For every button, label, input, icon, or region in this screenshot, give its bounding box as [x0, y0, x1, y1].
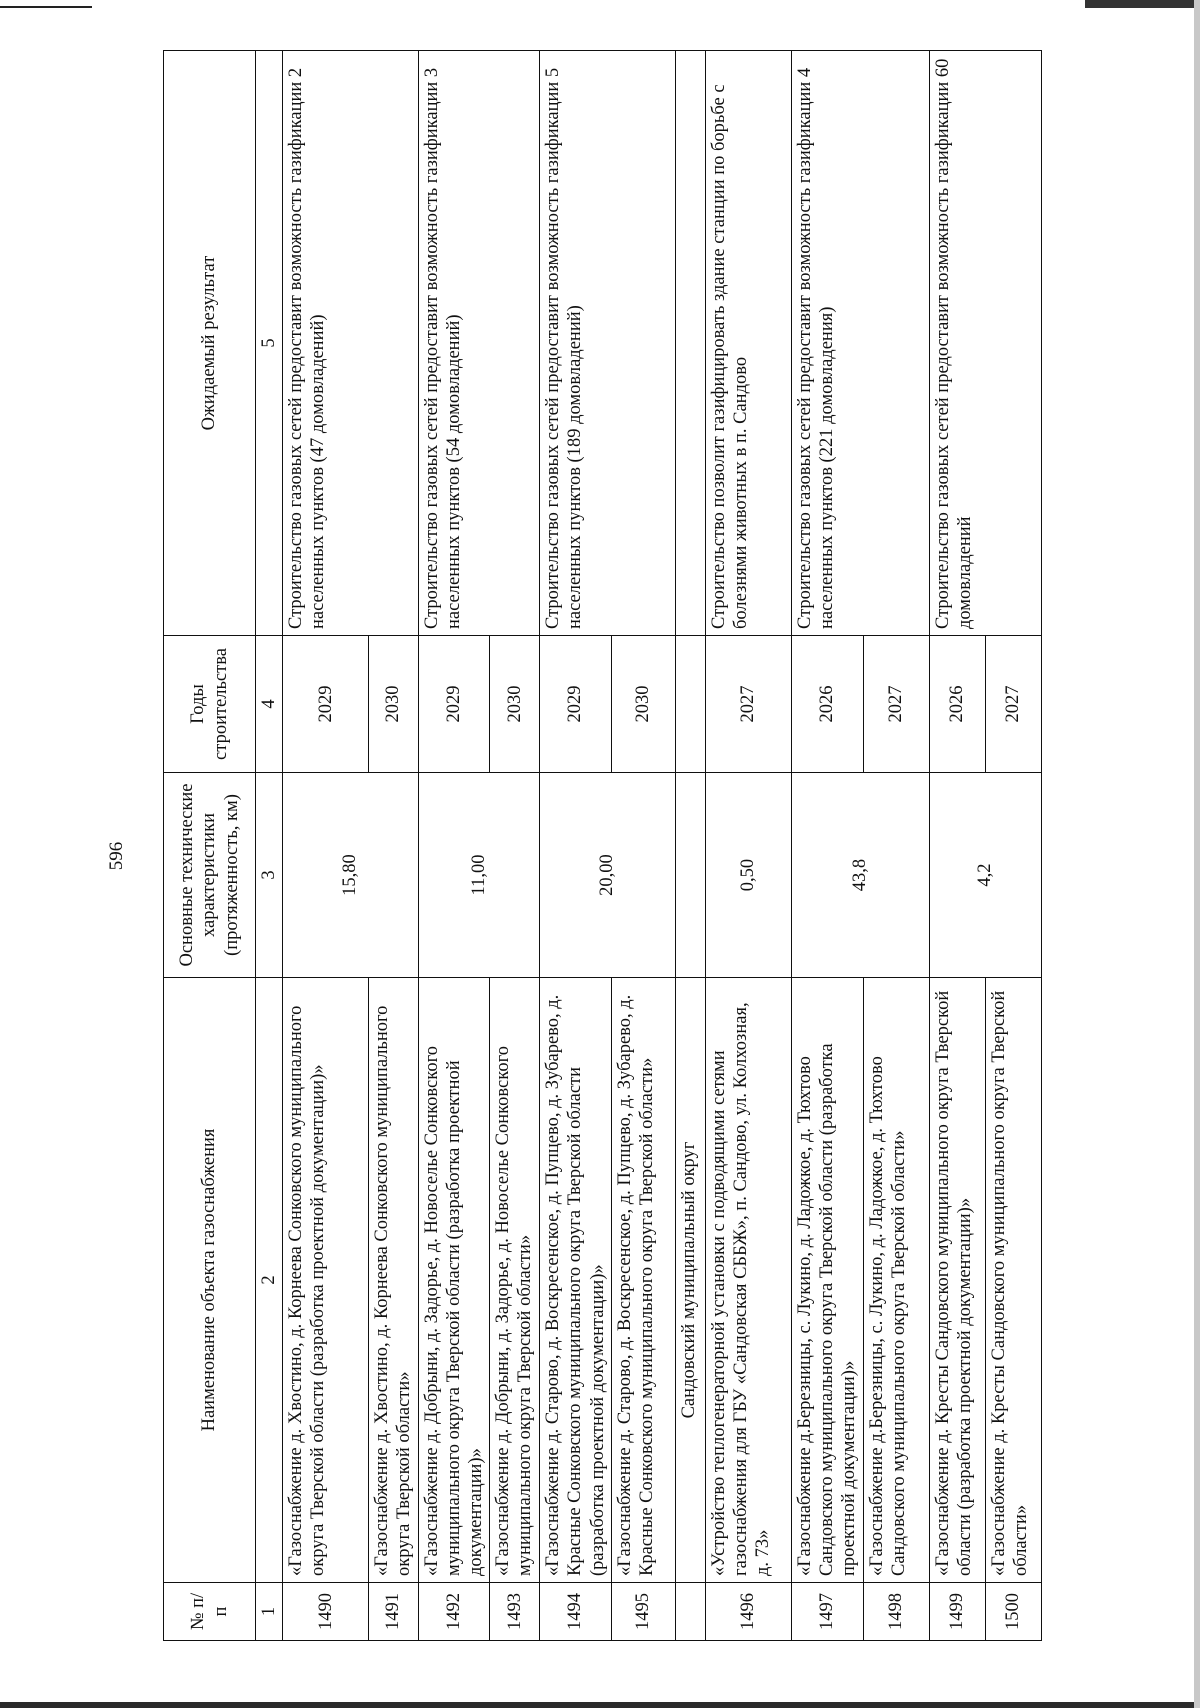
- length-value: 11,00: [418, 773, 540, 978]
- table-row: [283, 51, 369, 1641]
- scan-right-edge: [1194, 0, 1200, 1708]
- section-row: [675, 51, 705, 1641]
- rotated-table-container: [163, 51, 1173, 1641]
- header-number: 3: [256, 773, 283, 978]
- table-row: [540, 51, 612, 1641]
- row-number: 1500: [985, 1583, 1041, 1641]
- construction-year: 2030: [611, 636, 675, 773]
- section-empty-cell: [675, 1583, 705, 1641]
- object-name: «Газоснабжение д.Березницы, с. Лукино, д. Ладожкое, д. Тюхтово Сандовского муниципального округа Тверской области»: [863, 978, 929, 1583]
- section-title: Сандовский муниципальный округ: [675, 978, 705, 1583]
- length-value: 0,50: [705, 773, 791, 978]
- construction-year: 2026: [791, 636, 863, 773]
- expected-result: Строительство газовых сетей предоставит возможность газификации 60 домовладений: [929, 51, 1041, 636]
- table-row: [705, 51, 791, 1641]
- section-empty-cell: [675, 773, 705, 978]
- object-name: «Газоснабжение д. Добрыни, д. Задорье, д. Новоселье Сонковского муниципального округа Тверской области (разработка проектной документации)»: [418, 978, 490, 1583]
- table-row: [418, 51, 490, 1641]
- header-no: № п/п: [164, 1583, 256, 1641]
- construction-year: 2026: [929, 636, 985, 773]
- length-value: 15,80: [283, 773, 418, 978]
- expected-result: Строительство газовых сетей предоставит возможность газификации 5 населенных пунктов (189 домовладений): [540, 51, 676, 636]
- length-value: 20,00: [540, 773, 676, 978]
- construction-year: 2029: [283, 636, 369, 773]
- row-number: 1499: [929, 1583, 985, 1641]
- row-number: 1490: [283, 1583, 369, 1641]
- row-number: 1495: [611, 1583, 675, 1641]
- construction-year: 2027: [985, 636, 1041, 773]
- page-number: 596: [106, 841, 127, 871]
- table-row: [929, 51, 985, 1641]
- expected-result: Строительство газовых сетей предоставит возможность газификации 3 населенных пунктов (54 домовладений): [418, 51, 540, 636]
- gas-supply-table: [163, 50, 1042, 1641]
- expected-result: Строительство газовых сетей предоставит возможность газификации 4 населенных пунктов (221 домовладения): [791, 51, 929, 636]
- table-row: [791, 51, 863, 1641]
- construction-year: 2030: [490, 636, 540, 773]
- construction-year: 2027: [863, 636, 929, 773]
- scan-top-edge: [0, 0, 1200, 14]
- row-number: 1498: [863, 1583, 929, 1641]
- length-value: 43,8: [791, 773, 929, 978]
- row-number: 1494: [540, 1583, 612, 1641]
- scan-bottom-edge: [0, 1702, 1200, 1708]
- expected-result: Строительство позволит газифицировать здание станции по борьбе с болезнями животных в п. Сандово: [705, 51, 791, 636]
- expected-result: Строительство газовых сетей предоставит возможность газификации 2 населенных пунктов (47 домовладений): [283, 51, 418, 636]
- header-number: 2: [256, 978, 283, 1583]
- header-number: 1: [256, 1583, 283, 1641]
- header-name: Наименование объекта газоснабжения: [164, 978, 256, 1583]
- header-years: Годы строительства: [164, 636, 256, 773]
- header-result: Ожидаемый результат: [164, 51, 256, 636]
- length-value: 4,2: [929, 773, 1041, 978]
- header-number: 4: [256, 636, 283, 773]
- object-name: «Газоснабжение д. Старово, д. Воскресенское, д. Пупцево, д. Зубарево, д. Красные Сонковского муниципального округа Тверской области»: [611, 978, 675, 1583]
- section-empty-cell: [675, 51, 705, 636]
- object-name: «Газоснабжение д. Хвостино, д. Корнеева Сонковского муниципального округа Тверской области»: [369, 978, 418, 1583]
- object-name: «Устройство теплогенераторной установки с подводящими сетями газоснабжения для ГБУ «Сандовская СББЖ», п. Сандово, ул. Колхозная, д. 73»: [705, 978, 791, 1583]
- object-name: «Газоснабжение д. Кресты Сандовского муниципального округа Тверской области (разработка проектной документации)»: [929, 978, 985, 1583]
- row-number: 1497: [791, 1583, 863, 1641]
- construction-year: 2029: [540, 636, 612, 773]
- object-name: «Газоснабжение д.Березницы, с. Лукино, д. Ладожкое, д. Тюхтово Сандовского муниципального округа Тверской области (разработка проектной документации)»: [791, 978, 863, 1583]
- object-name: «Газоснабжение д. Добрыни, д. Задорье, д. Новоселье Сонковского муниципального округа Тверской области»: [490, 978, 540, 1583]
- object-name: «Газоснабжение д. Кресты Сандовского муниципального округа Тверской области»: [985, 978, 1041, 1583]
- section-empty-cell: [675, 636, 705, 773]
- construction-year: 2027: [705, 636, 791, 773]
- row-number: 1492: [418, 1583, 490, 1641]
- row-number: 1493: [490, 1583, 540, 1641]
- object-name: «Газоснабжение д. Старово, д. Воскресенское, д. Пупцево, д. Зубарево, д. Красные Сонковского муниципального округа Тверской области (разработка проектной документации)»: [540, 978, 612, 1583]
- construction-year: 2030: [369, 636, 418, 773]
- row-number: 1496: [705, 1583, 791, 1641]
- header-specs: Основные технические характеристики (протяженность, км): [164, 773, 256, 978]
- header-number: 5: [256, 51, 283, 636]
- construction-year: 2029: [418, 636, 490, 773]
- row-number: 1491: [369, 1583, 418, 1641]
- object-name: «Газоснабжение д. Хвостино, д. Корнеева Сонковского муниципального округа Тверской области (разработка проектной документации)»: [283, 978, 369, 1583]
